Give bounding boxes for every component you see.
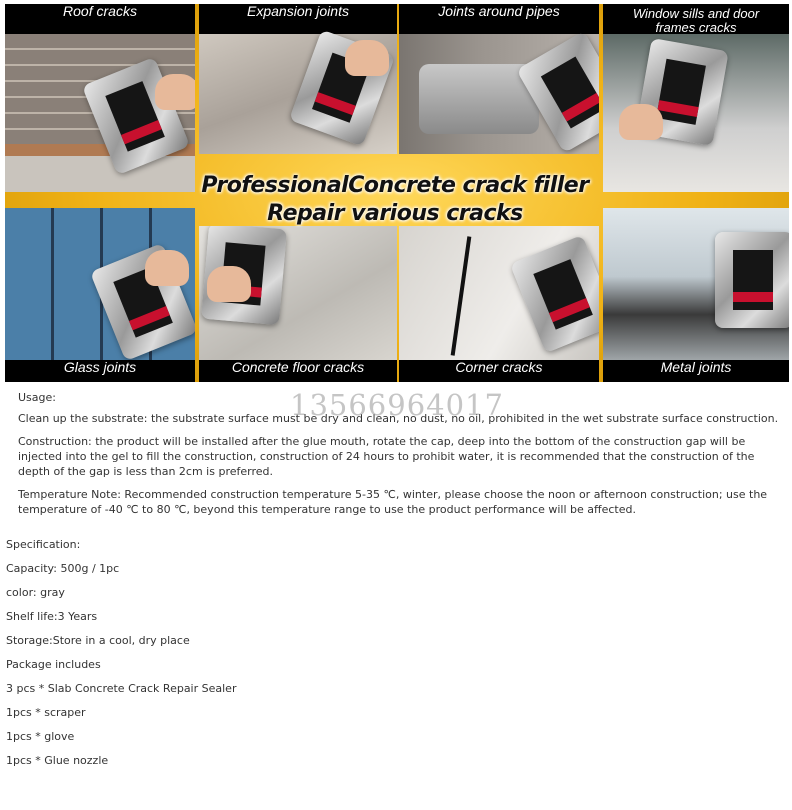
spec-line: Storage:Store in a cool, dry place (6, 634, 190, 647)
spec-line: 1pcs * glove (6, 730, 75, 743)
panel-caption: Window sills and door frames cracks (632, 6, 760, 35)
usage-paragraph: Clean up the substrate: the substrate surface must be dry and clean, no dust, no oil, prohibited in the wet substrate surface construction. (18, 412, 779, 425)
product-banner-image (5, 4, 789, 382)
hand-icon (207, 266, 251, 302)
spec-line: color: gray (6, 586, 65, 599)
headline-line-1: ProfessionalConcrete crack filler (201, 173, 589, 198)
phone-watermark: 13566964017 (290, 388, 504, 422)
spec-line: 1pcs * scraper (6, 706, 86, 719)
spec-line: Shelf life:3 Years (6, 610, 98, 623)
panel-metal-joints (603, 208, 789, 382)
spec-line: Package includes (6, 658, 101, 671)
product-description (0, 384, 792, 777)
spec-line: 1pcs * Glue nozzle (6, 754, 109, 767)
panel-joints-around-pipes (399, 4, 599, 154)
usage-heading: Usage: (18, 391, 56, 404)
spec-line: Capacity: 500g / 1pc (6, 562, 120, 575)
panel-caption: Metal joints (660, 359, 732, 375)
usage-paragraph: Construction: the product will be installed after the glue mouth, rotate the cap, deep into the bottom of the construction gap will be injected into the gel to fill the construction, construction of 24 hours to prohibit water, it is recommended that the construction of the depth of the gap is less than 2cm is preferred. (18, 435, 755, 478)
panel-corner-cracks (399, 226, 599, 382)
spec-heading: Specification: (6, 538, 81, 551)
spec-line: 3 pcs * Slab Concrete Crack Repair Sealer (6, 682, 237, 695)
panel-photo-floor (5, 156, 195, 192)
hand-icon (345, 40, 389, 76)
panel-caption: Glass joints (63, 359, 137, 375)
product-pouch-icon (715, 232, 789, 328)
headline-line-2: Repair various cracks (267, 201, 523, 226)
hand-icon (155, 74, 195, 110)
usage-paragraph: Temperature Note: Recommended construction temperature 5-35 ℃, winter, please choose the noon or afternoon construction; use the temperature of -40 ℃ to 80 ℃, beyond this temperature range to use the product performance will be affected. (18, 488, 768, 516)
hand-icon (145, 250, 189, 286)
panel-caption: Expansion joints (247, 4, 349, 19)
hand-icon (619, 104, 663, 140)
panel-caption: Roof cracks (63, 4, 137, 19)
panel-caption: Concrete floor cracks (231, 359, 365, 375)
panel-caption: Joints around pipes (438, 4, 560, 19)
panel-caption: Corner cracks (455, 359, 543, 375)
panel-roof-cracks (5, 4, 195, 192)
banner-headline (175, 172, 615, 228)
panel-glass-joints (5, 208, 195, 382)
panel-expansion-joints (199, 4, 397, 154)
specification-section (0, 537, 792, 768)
panel-concrete-floor-cracks (199, 226, 397, 382)
panel-window-sills (603, 4, 789, 192)
